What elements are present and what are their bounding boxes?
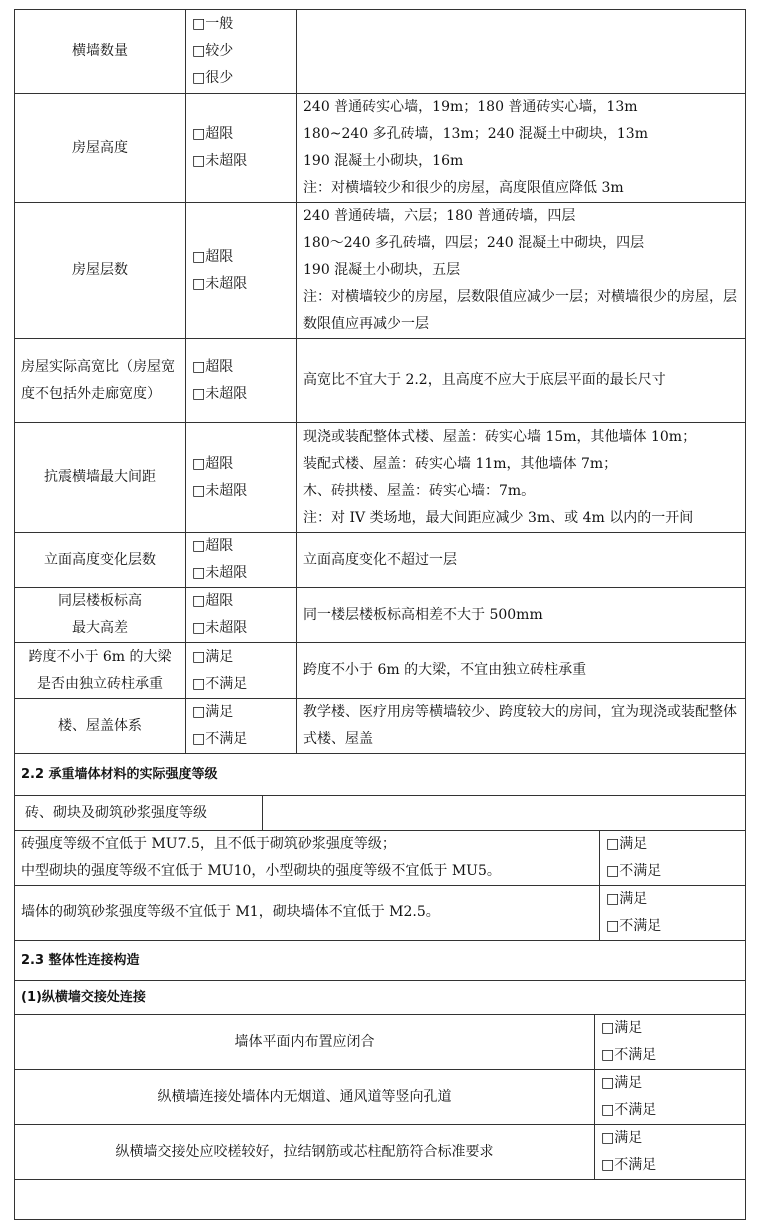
section-2-3-table: [14, 941, 746, 1221]
section-2-3-title: 2.3 整体性连接构造: [15, 941, 746, 981]
row-description: 240 普通砖墙，六层；180 普通砖墙，四层 180～240 多孔砖墙，四层；240 混凝土中砌块，四层 190 混凝土小砌块，五层 注：对横墙较少的房屋，层数限值应减少一层；对横墙很少的房屋，层数限值应再减少一层: [297, 203, 746, 339]
checkbox-option[interactable]: □超限: [192, 248, 234, 265]
connection-row-1-options: [595, 1015, 746, 1070]
checkbox-option[interactable]: □超限: [192, 358, 234, 375]
row-options: [186, 533, 297, 588]
row-label: 房屋实际高宽比（房屋宽度不包括外走廊宽度）: [15, 339, 186, 423]
row-options: [186, 203, 297, 339]
document-page: [14, 9, 745, 1220]
checkbox-not-satisfied[interactable]: □不满足: [606, 917, 662, 934]
checkbox-option[interactable]: □超限: [192, 538, 234, 554]
check-row: [15, 533, 746, 588]
check-row: [15, 203, 746, 339]
connection-row-3-options: [595, 1125, 746, 1180]
row-label: 房屋层数: [15, 203, 186, 339]
checkbox-satisfied[interactable]: □满足: [601, 1130, 643, 1146]
checkbox-satisfied[interactable]: □满足: [601, 1020, 643, 1036]
row-options: [186, 10, 297, 94]
checkbox-option[interactable]: □不满足: [192, 675, 248, 692]
check-row: [15, 588, 746, 643]
checkbox-option[interactable]: □不满足: [192, 731, 248, 747]
checkbox-option[interactable]: □未超限: [192, 385, 248, 402]
checkbox-option[interactable]: □未超限: [192, 275, 248, 292]
checkbox-satisfied[interactable]: □满足: [601, 1075, 643, 1091]
checkbox-option[interactable]: □未超限: [192, 620, 248, 636]
checkbox-not-satisfied[interactable]: □不满足: [606, 862, 662, 879]
checkbox-option[interactable]: □很少: [192, 70, 234, 86]
connection-row-2-text: 纵横墙连接处墙体内无烟道、通风道等竖向孔道: [15, 1070, 595, 1125]
checkbox-option[interactable]: □较少: [192, 43, 234, 59]
checkbox-not-satisfied[interactable]: □不满足: [601, 1047, 657, 1063]
row-label: 立面高度变化层数: [15, 533, 186, 588]
empty-row: [15, 1180, 746, 1220]
connection-row-3-text: 纵横墙交接处应咬槎较好，拉结钢筋或芯柱配筋符合标准要求: [15, 1125, 595, 1180]
row-description: 高宽比不宜大于 2.2，且高度不应大于底层平面的最长尺寸: [297, 339, 746, 423]
section-2-3-subtitle: (1)纵横墙交接处连接: [15, 981, 746, 1015]
row-description: 跨度不小于 6m 的大梁，不宜由独立砖柱承重: [297, 643, 746, 699]
row-description: 现浇或装配整体式楼、屋盖：砖实心墙 15m，其他墙体 10m； 装配式楼、屋盖：砖实心墙 11m，其他墙体 7m； 木、砖拱楼、屋盖：砖实心墙：7m。 注：对 IV 类场地，最大间距应减少 3m、或 4m 以内的一开间: [297, 423, 746, 533]
row-label: 房屋高度: [15, 94, 186, 203]
checkbox-option[interactable]: □满足: [192, 648, 234, 665]
material-row-2-text: 墙体的砌筑砂浆强度等级不宜低于 M1，砌块墙体不宜低于 M2.5。: [15, 885, 600, 940]
check-row: [15, 423, 746, 533]
row-options: [186, 94, 297, 203]
row-label: 同层楼板标高 最大高差: [15, 588, 186, 643]
row-description: 教学楼、医疗用房等横墙较少、跨度较大的房间，宜为现浇或装配整体式楼、屋盖: [297, 699, 746, 754]
checkbox-option[interactable]: □未超限: [192, 153, 248, 169]
check-row: [15, 94, 746, 203]
row-description: 立面高度变化不超过一层: [297, 533, 746, 588]
row-options: [186, 643, 297, 699]
checkbox-option[interactable]: □未超限: [192, 565, 248, 581]
material-row-2-options: [600, 885, 746, 940]
check-row: [15, 339, 746, 423]
row-description: 240 普通砖实心墙，19m；180 普通砖实心墙，13m 180~240 多孔砖墙，13m；240 混凝土中砌块，13m 190 混凝土小砌块，16m 注：对横墙较少和很少的房屋，高度限值应降低 3m: [297, 94, 746, 203]
structure-check-table: [14, 9, 746, 754]
checkbox-satisfied[interactable]: □满足: [606, 890, 648, 907]
checkbox-option[interactable]: □一般: [192, 16, 234, 32]
checkbox-option[interactable]: □超限: [192, 593, 234, 609]
section-2-2-sublabel: 砖、砌块及砌筑砂浆强度等级: [15, 796, 263, 830]
checkbox-option[interactable]: □超限: [192, 455, 234, 472]
checkbox-option[interactable]: □未超限: [192, 482, 248, 499]
section-2-2-title: 2.2 承重墙体材料的实际强度等级: [15, 754, 746, 795]
row-label: 楼、屋盖体系: [15, 699, 186, 754]
row-label: 抗震横墙最大间距: [15, 423, 186, 533]
material-row-1-options: [600, 830, 746, 885]
check-row: [15, 643, 746, 699]
connection-row-2-options: [595, 1070, 746, 1125]
checkbox-satisfied[interactable]: □满足: [606, 835, 648, 852]
row-label: 跨度不小于 6m 的大梁 是否由独立砖柱承重: [15, 643, 186, 699]
check-row: [15, 10, 746, 94]
material-row-1-text: 砖强度等级不宜低于 MU7.5，且不低于砌筑砂浆强度等级； 中型砌块的强度等级不宜低于 MU10，小型砌块的强度等级不宜低于 MU5。: [15, 830, 600, 885]
row-options: [186, 699, 297, 754]
row-description: 同一楼层楼板标高相差不大于 500mm: [297, 588, 746, 643]
checkbox-option[interactable]: □超限: [192, 126, 234, 142]
row-label: 横墙数量: [15, 10, 186, 94]
row-description: [297, 10, 746, 94]
row-options: [186, 423, 297, 533]
check-row: [15, 699, 746, 754]
row-options: [186, 339, 297, 423]
checkbox-option[interactable]: □满足: [192, 704, 234, 720]
checkbox-not-satisfied[interactable]: □不满足: [601, 1157, 657, 1173]
section-2-2-table: [14, 754, 746, 941]
checkbox-not-satisfied[interactable]: □不满足: [601, 1102, 657, 1118]
connection-row-1-text: 墙体平面内布置应闭合: [15, 1015, 595, 1070]
row-options: [186, 588, 297, 643]
